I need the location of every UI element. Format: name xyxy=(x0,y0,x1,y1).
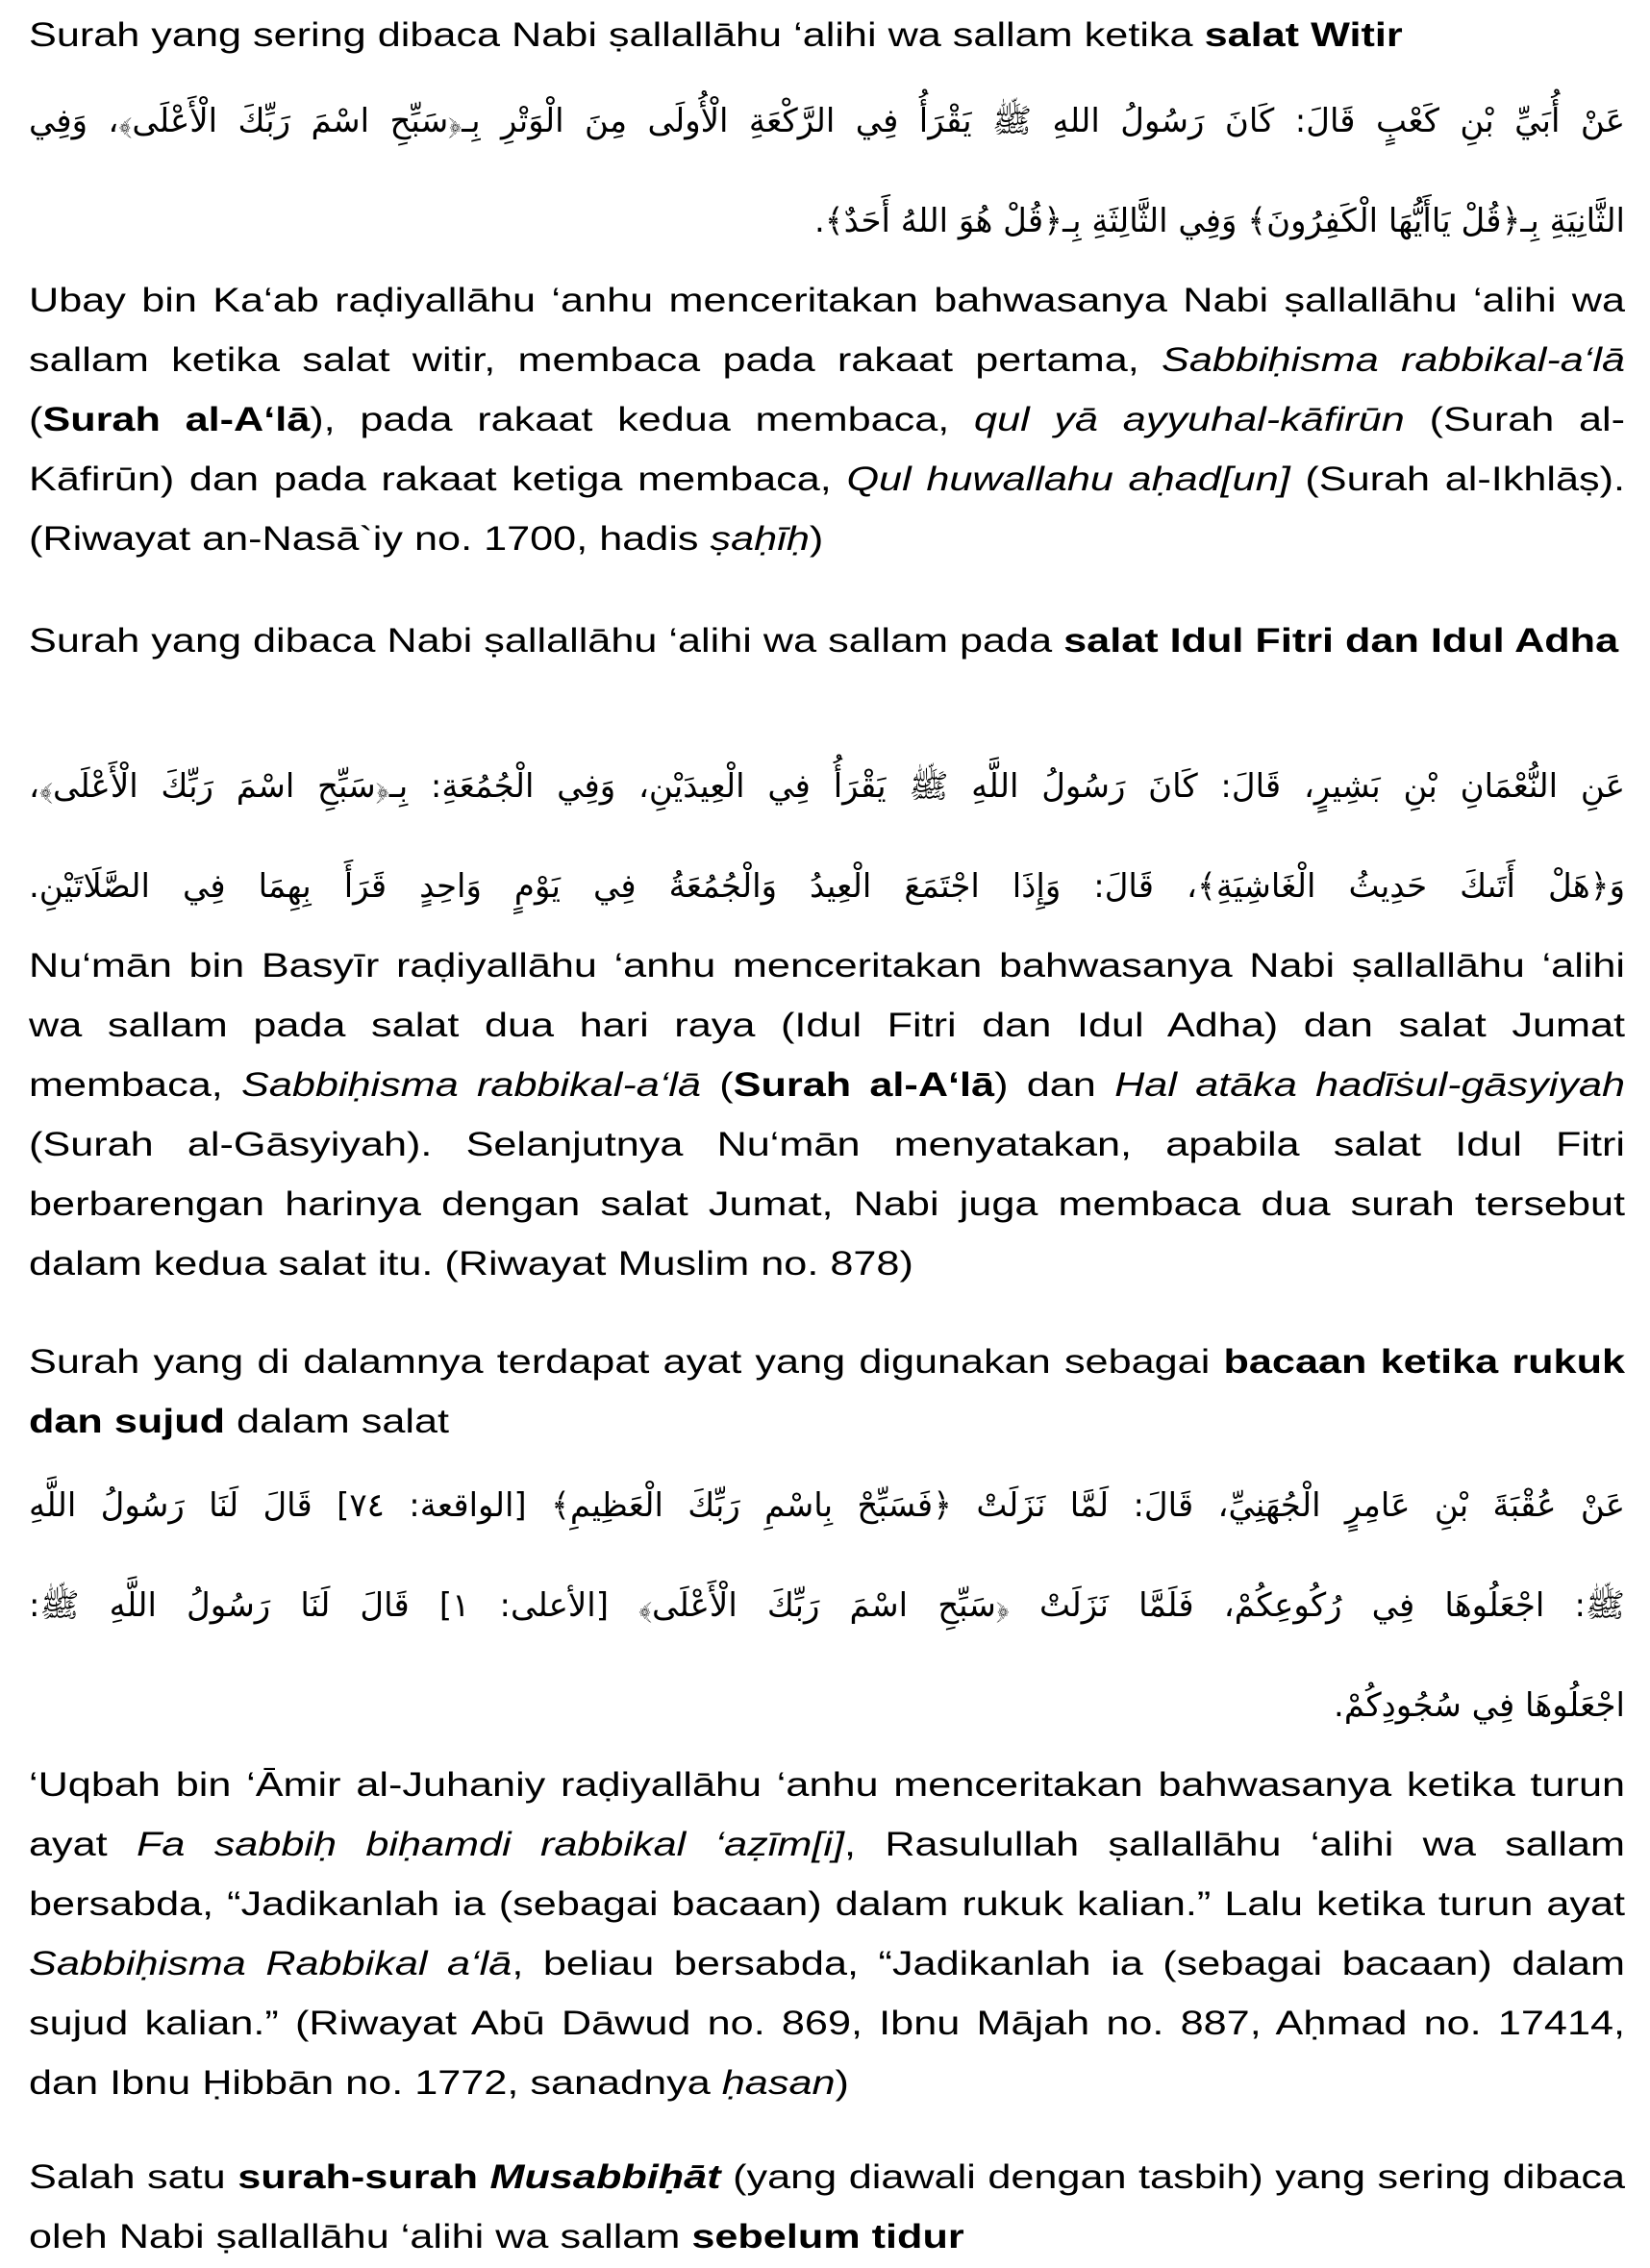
arabic-line: عَنْ عُقْبَةَ بْنِ عَامِرٍ الْجُهَنِيِّ، قَالَ: لَمَّا نَزَلَتْ ﴿فَسَبِّحْ بِاسْمِ رَبِّكَ الْعَظِيمِ﴾ [الواقعة: ٧٤] قَالَ لَنَا رَسُولُ اللَّهِ xyxy=(29,1486,1625,1525)
text-run: sebelum tidur xyxy=(691,2218,964,2256)
text-run: salat Witir xyxy=(1204,16,1403,54)
text-run: ḥasan xyxy=(721,2064,836,2102)
text-run: (Surah al-Gāsyiyah). Selanjutnya Nu‘mān menyatakan, apabila salat Idul Fitri berbarengan harinya dengan salat Jumat, Nabi juga membaca dua surah tersebut dalam kedua salat itu. (Riwayat Muslim no. 878) xyxy=(29,1126,1626,1283)
section-4-heading xyxy=(29,2148,1625,2267)
text-run: Fa sabbiḥ biḥamdi rabbikal ‘aẓīm[i] xyxy=(136,1826,845,1863)
text-run: ), pada rakaat kedua membaca, xyxy=(310,401,975,438)
arabic-line: عَنِ النُّعْمَانِ بْنِ بَشِيرٍ، قَالَ: كَانَ رَسُولُ اللَّهِ ﷺ يَقْرَأُ فِي الْعِيدَيْنِ، وَفِي الْجُمُعَةِ: بِـ﴿سَبِّحِ اسْمَ رَبِّكَ الْأَعْلَى﴾، xyxy=(29,767,1625,806)
section-2-arabic-hadith xyxy=(29,736,1625,936)
text-run: Ubay bin Ka‘ab raḍiyallāhu ‘anhu menceritakan bahwasanya Nabi ṣallallāhu ‘alihi wa sallam ketika salat witir, membaca pada rakaat pertama, xyxy=(29,282,1626,379)
text-run: Sabbiḥisma rabbikal-a‘lā xyxy=(240,1066,702,1104)
text-run: (Surah al-Kāfirūn) dan pada rakaat ketiga membaca, xyxy=(29,401,1626,498)
text-run: (yang diawali dengan tasbih) yang sering dibaca oleh Nabi ṣallallāhu ‘alihi wa sallam xyxy=(29,2158,1626,2256)
text-run: Sabbiḥisma rabbikal-a‘lā xyxy=(1162,341,1626,379)
arabic-line: عَنْ أُبَيِّ بْنِ كَعْبٍ قَالَ: كَانَ رَسُولُ اللهِ ﷺ يَقْرَأُ فِي الرَّكْعَةِ الْأُولَى مِنَ الْوَتْرِ بِـ﴿سَبِّحِ اسْمَ رَبِّكَ الْأَعْلَى﴾، وَفِي xyxy=(29,102,1625,140)
arabic-line: اجْعَلُوهَا فِي سُجُودِكُمْ. xyxy=(1334,1686,1625,1725)
section-2-heading xyxy=(29,611,1625,731)
text-run: Surah al-A‘lā xyxy=(733,1066,995,1104)
text-run: Qul huwallahu aḥad[un] xyxy=(846,461,1290,498)
text-run: qul yā ayyuhal-kāfirūn xyxy=(974,401,1405,438)
text-run: ‘Uqbah bin ‘Āmir al-Juhaniy raḍiyallāhu ‘anhu menceritakan bahwasanya ketika turun ayat xyxy=(29,1766,1626,1863)
text-run: (Surah al-Ikhlāṣ). (Riwayat an-Nasā`iy no. 1700, hadis xyxy=(29,461,1626,558)
text-run: ( xyxy=(29,401,43,438)
section-3-arabic-hadith xyxy=(29,1456,1625,1756)
text-run: ( xyxy=(701,1066,734,1104)
section-3-heading xyxy=(29,1333,1625,1452)
text-run: Salah satu xyxy=(29,2158,238,2196)
text-run: Musabbiḥāt xyxy=(489,2158,721,2196)
section-3-translation xyxy=(29,1756,1625,2113)
text-run: salat Idul Fitri dan Idul Adha xyxy=(1063,622,1619,660)
text-run: ) xyxy=(835,2064,849,2102)
text-run: , beliau bersabda, “Jadikanlah ia (sebagai bacaan) dalam sujud kalian.” (Riwayat Abū Dāwud no. 869, Ibnu Mājah no. 887, Aḥmad no. 17414, dan Ibnu Ḥibbān no. 1772, sanadnya xyxy=(29,1945,1626,2102)
text-run: Nu‘mān bin Basyīr raḍiyallāhu ‘anhu menceritakan bahwasanya Nabi ṣallallāhu ‘alihi wa sallam pada salat dua hari raya (Idul Fitri dan Idul Adha) dan salat Jumat membaca, xyxy=(29,947,1626,1104)
section-2-translation xyxy=(29,936,1625,1294)
text-run: dalam salat xyxy=(225,1403,450,1440)
text-run: Surah yang dibaca Nabi ṣallallāhu ‘alihi wa sallam pada xyxy=(29,622,1064,660)
section-1-heading xyxy=(29,6,1625,65)
arabic-line: الثَّانِيَةِ بِـ﴿قُلْ يَاأَيُّهَا الْكَفِرُونَ﴾ وَفِي الثَّالِثَةِ بِـ﴿قُلْ هُوَ اللهُ أَحَدٌ﴾. xyxy=(813,202,1625,240)
text-run: , Rasulullah ṣallallāhu ‘alihi wa sallam bersabda, “Jadikanlah ia (sebagai bacaan) dalam rukuk kalian.” Lalu ketika turun ayat xyxy=(29,1826,1626,1923)
text-run: Surah al-A‘lā xyxy=(42,401,311,438)
arabic-line: وَ﴿هَلْ أَتَىكَ حَدِيثُ الْغَاشِيَةِ﴾، قَالَ: وَإِذَا اجْتَمَعَ الْعِيدُ وَالْجُمُعَةُ فِي يَوْمٍ وَاحِدٍ قَرَأَ بِهِمَا فِي الصَّلَاتَيْنِ. xyxy=(29,867,1625,906)
text-run: ) xyxy=(809,520,824,558)
text-run: Surah yang sering dibaca Nabi ṣallallāhu ‘alihi wa sallam ketika xyxy=(29,16,1205,54)
section-1-arabic-hadith xyxy=(29,71,1625,271)
text-run: Surah yang di dalamnya terdapat ayat yang digunakan sebagai xyxy=(29,1343,1224,1381)
section-1-translation xyxy=(29,271,1625,569)
text-run: surah-surah xyxy=(238,2158,490,2196)
text-run: bacaan ketika rukuk dan sujud xyxy=(29,1343,1626,1440)
arabic-line: ﷺ: اجْعَلُوهَا فِي رُكُوعِكُمْ، فَلَمَّا نَزَلَتْ ﴿سَبِّحِ اسْمَ رَبِّكَ الْأَعْلَى﴾ [الأعلى: ١] قَالَ لَنَا رَسُولُ اللَّهِ ﷺ: xyxy=(29,1586,1626,1625)
text-run: ) dan xyxy=(994,1066,1115,1104)
text-run: Hal atāka hadīṡul-gāsyiyah xyxy=(1114,1066,1626,1104)
text-run: Sabbiḥisma Rabbikal a‘lā xyxy=(29,1945,512,1982)
text-run: ṣaḥīḥ xyxy=(710,520,810,558)
